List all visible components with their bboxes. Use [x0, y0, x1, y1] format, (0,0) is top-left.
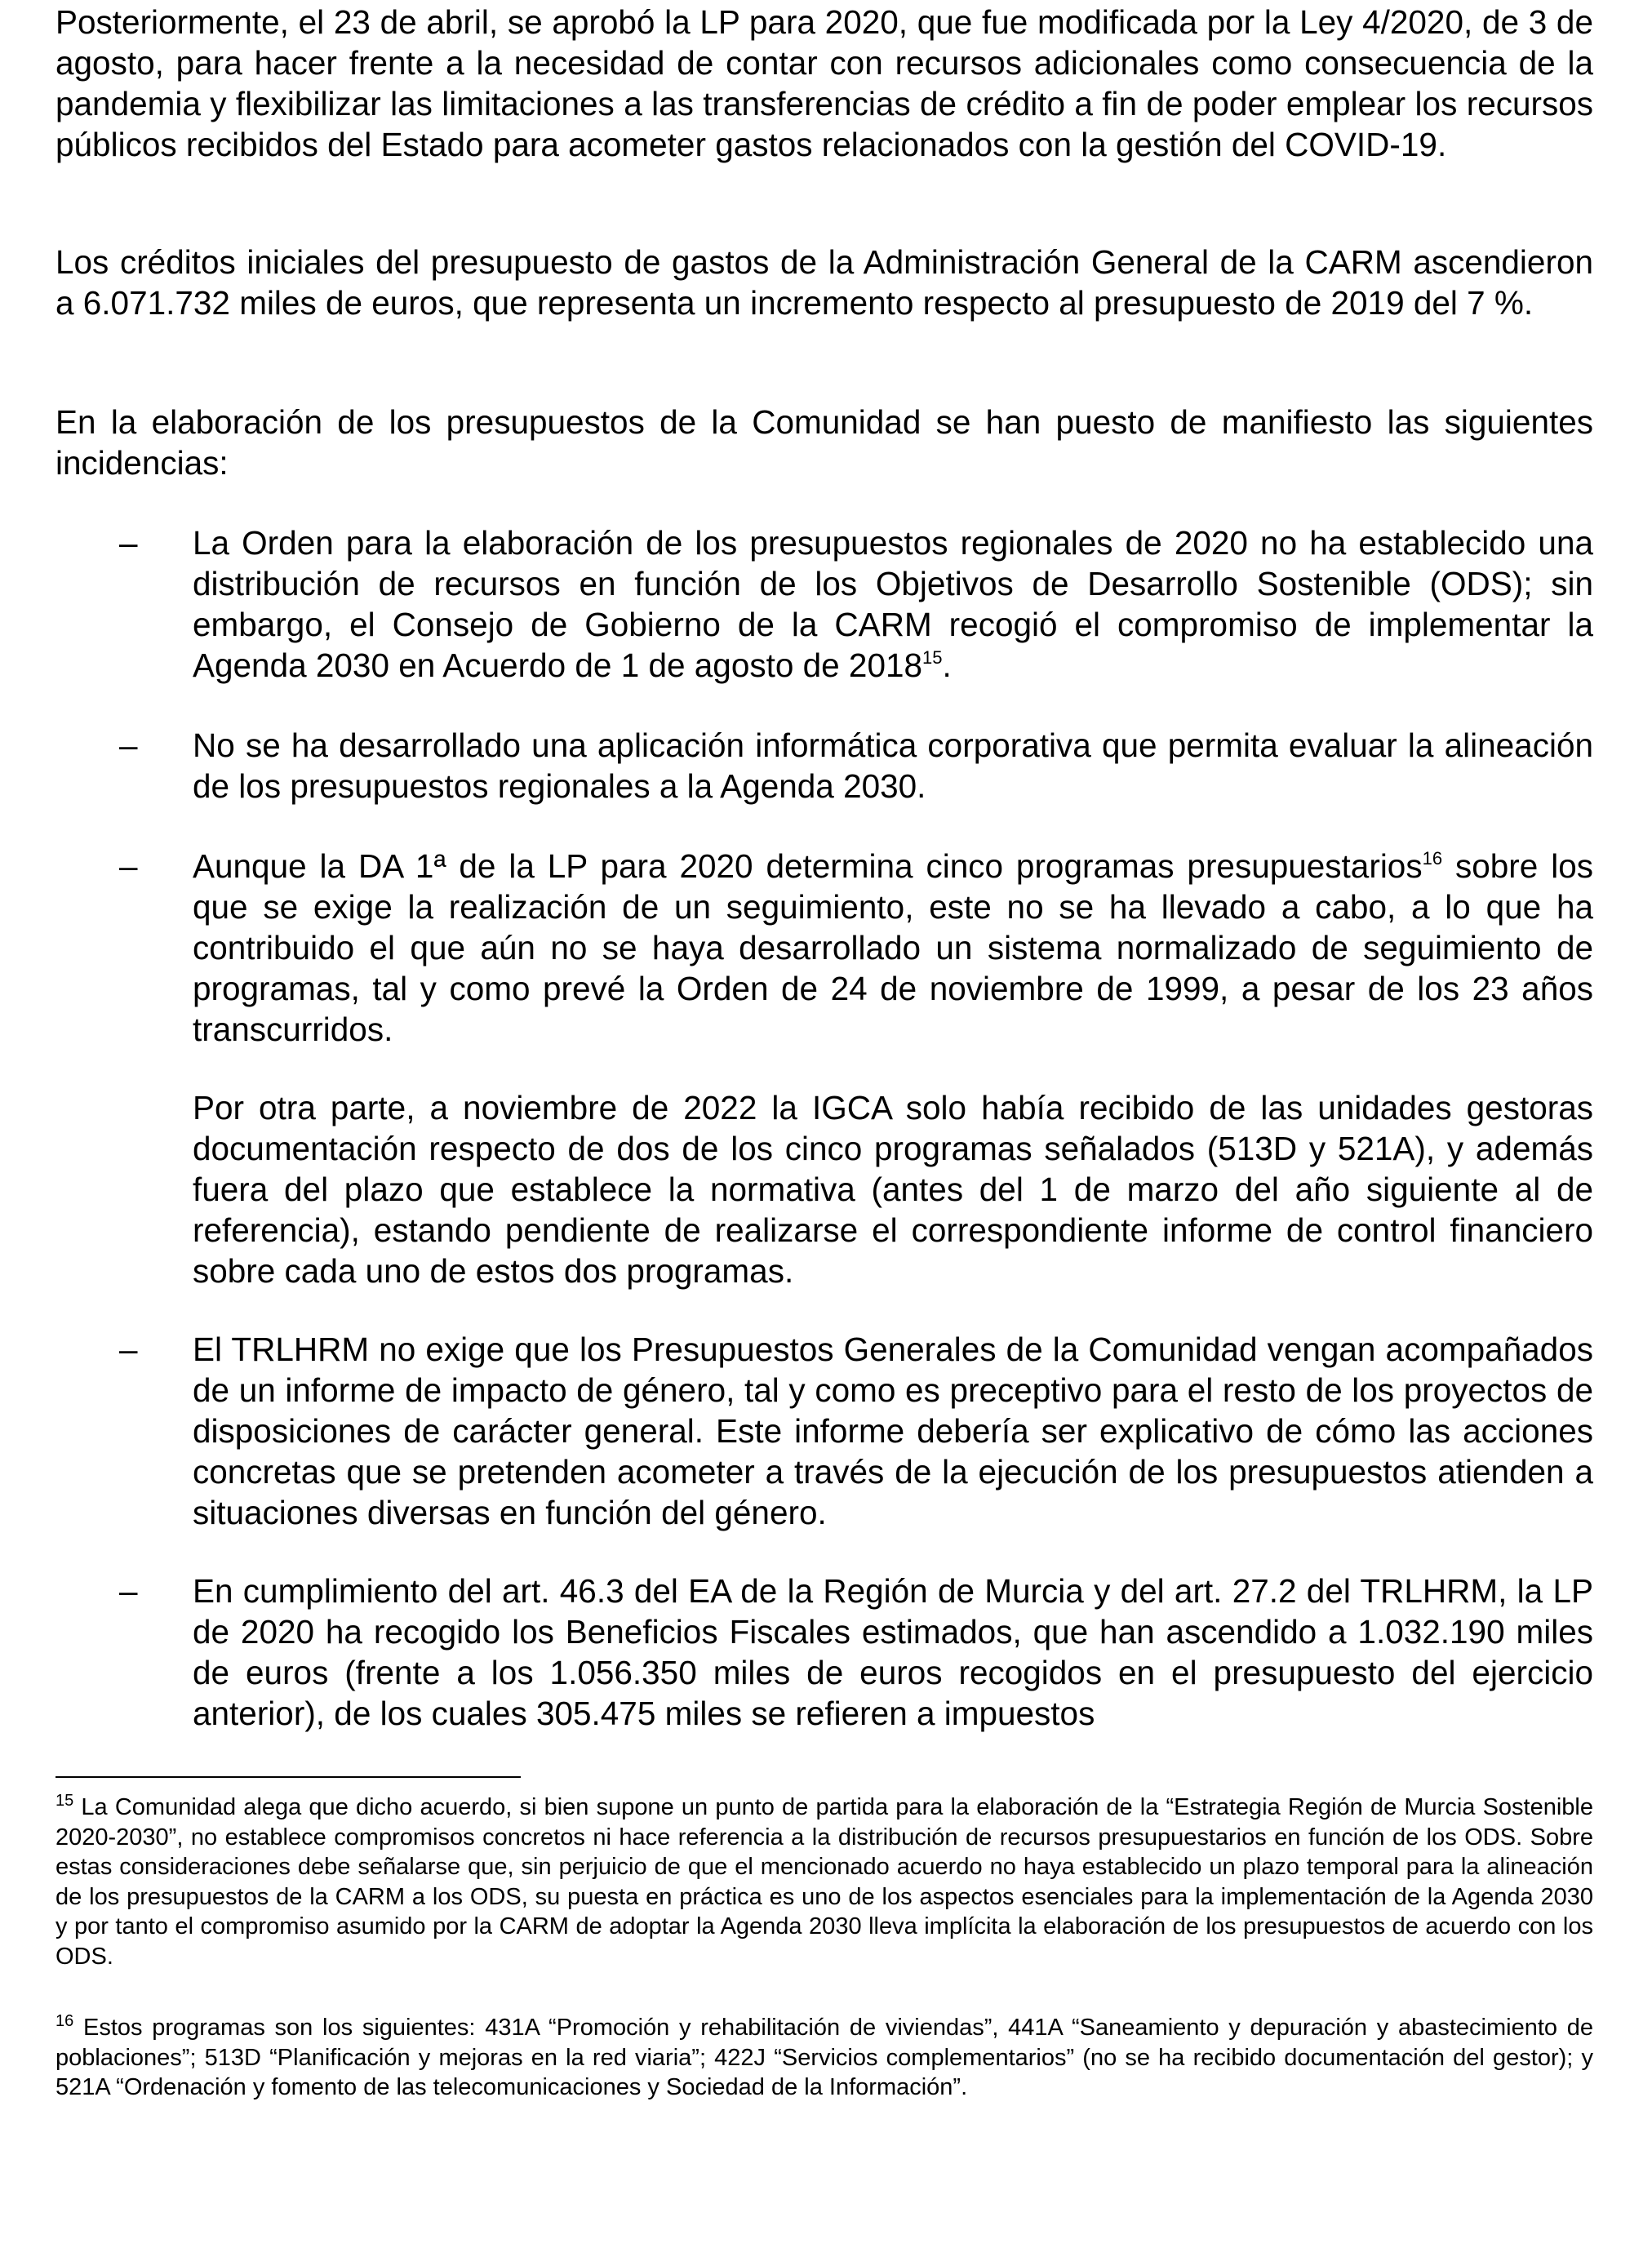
list-item-gender-impact — [56, 1329, 1593, 1533]
paragraph-pandemic-budget-law: Posteriormente, el 23 de abril, se aprobó la LP para 2020, que fue modificada por la Ley 4/2020, de 3 de agosto, para hacer frente a la necesidad de contar con recursos adicionales como consecuencia de la pandemia y flexibilizar las limitaciones a las transferencias de crédito a fin de poder emplear los recursos públicos recibidos del Estado para acometer gastos relacionados con la gestión del COVID-19. — [56, 3, 1593, 163]
list-item-agenda-app — [56, 725, 1593, 806]
document-page — [56, 0, 1593, 2266]
dash-bullet: – — [119, 847, 138, 885]
list-item-text: En cumplimiento del art. 46.3 del EA de la Región de Murcia y del art. 27.2 del TRLHRM, la LP de 2020 ha recogido los Beneficios Fiscales estimados, que han ascendido a 1.032.190 miles de euros (frente a los 1.056.350 miles de euros recogidos en el presupuesto del ejercicio anterior), de los cuales 305.475 miles se refieren a impuestos — [193, 1572, 1593, 1732]
paragraph-igca-documentation: Por otra parte, a noviembre de 2022 la IGCA solo había recibido de las unidades gestoras documentación respecto de dos de los cinco programas señalados (513D y 521A), y además fuera del plazo que establece la normativa (antes del 1 de marzo del año siguiente al de referencia), estando pendiente de realizarse el correspondiente informe de control financiero sobre cada uno de estos dos programas. — [193, 1089, 1593, 1290]
footnote-mark-16: 16 — [56, 2012, 74, 2030]
list-item-text-main: Aunque la DA 1ª de la LP para 2020 determina cinco programas presupuestarios — [193, 847, 1423, 885]
list-item-program-monitoring — [56, 846, 1593, 1050]
list-item-text-main: La Orden para la elaboración de los presupuestos regionales de 2020 no ha establecido una distribución de recursos en función de los Objetivos de Desarrollo Sostenible (ODS); sin embargo, el Consejo de Gobierno de la CARM recogió el compromiso de implementar la Agenda 2030 en Acuerdo de 1 de agosto de 2018 — [193, 524, 1593, 684]
footnote-separator — [56, 1776, 521, 1778]
list-item-ods-distribution — [56, 522, 1593, 686]
list-item-text-rest: sobre los que se exige la realización de un seguimiento, este no se ha llevado a cabo, a lo que ha contribuido el que aún no se haya desarrollado un sistema normalizado de seguimiento de programas, tal y como prevé la Orden de 24 de noviembre de 1999, a pesar de los 23 años transcurridos. — [193, 847, 1593, 1048]
list-item-text: No se ha desarrollado una aplicación informática corporativa que permita evaluar la alineación de los presupuestos regionales a la Agenda 2030. — [193, 726, 1593, 805]
footnote-mark-15: 15 — [56, 1792, 74, 1810]
footnote-reference-16[interactable]: 16 — [1422, 848, 1443, 869]
dash-bullet: – — [119, 1331, 138, 1368]
paragraph-incidents-intro: En la elaboración de los presupuestos de la Comunidad se han puesto de manifiesto las siguientes incidencias: — [56, 403, 1593, 482]
list-item-text — [193, 846, 1593, 1050]
list-item-text-end: . — [942, 646, 952, 684]
footnote-16 — [56, 2013, 1593, 2103]
list-item-text — [193, 522, 1593, 686]
dash-bullet: – — [119, 726, 138, 764]
footnote-15-text: La Comunidad alega que dicho acuerdo, si bien supone un punto de partida para la elaboración de la “Estrategia Región de Murcia Sostenible 2020-2030”, no establece compromisos concretos ni hace referencia a la distribución de recursos presupuestarios en función de los ODS. Sobre estas consideraciones debe señalarse que, sin perjuicio de que el mencionado acuerdo no haya establecido un plazo temporal para la alineación de los presupuestos de la CARM a los ODS, su puesta en práctica es uno de los aspectos esenciales para la implementación de la Agenda 2030 y por tanto el compromiso asumido por la CARM de adoptar la Agenda 2030 lleva implícita la elaboración de los presupuestos de acuerdo con los ODS. — [56, 1794, 1593, 1970]
dash-bullet: – — [119, 1572, 138, 1610]
list-item-tax-benefits — [56, 1571, 1593, 1734]
list-item-text: El TRLHRM no exige que los Presupuestos Generales de la Comunidad vengan acompañados de un informe de impacto de género, tal y como es preceptivo para el resto de los proyectos de disposiciones de carácter general. Este informe debería ser explicativo de cómo las acciones concretas que se pretenden acometer a través de la ejecución de los presupuestos atienden a situaciones diversas en función del género. — [193, 1331, 1593, 1531]
footnote-16-text: Estos programas son los siguientes: 431A “Promoción y rehabilitación de viviendas”, 441A “Saneamiento y depuración y abastecimiento de poblaciones”; 513D “Planificación y mejoras en la red viaria”; 422J “Servicios complementarios” (no se ha recibido documentación del gestor); y 521A “Ordenación y fomento de las telecomunicaciones y Sociedad de la Información”. — [56, 2015, 1593, 2100]
paragraph-initial-credits: Los créditos iniciales del presupuesto de gastos de la Administración General de la CARM ascendieron a 6.071.732 miles de euros, que representa un incremento respecto al presupuesto de 2019 del 7 %. — [56, 243, 1593, 322]
dash-bullet: – — [119, 524, 138, 562]
footnote-15 — [56, 1793, 1593, 1971]
footnote-reference-15[interactable]: 15 — [922, 647, 943, 668]
